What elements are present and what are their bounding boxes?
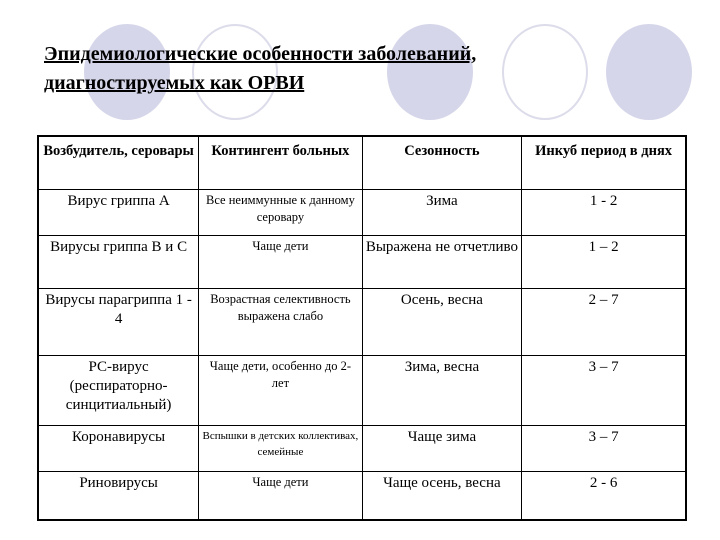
cell-incubation: 3 – 7 bbox=[522, 426, 686, 472]
cell-season: Чаще осень, весна bbox=[362, 472, 522, 520]
cell-season: Зима, весна bbox=[362, 356, 522, 426]
cell-pathogen: Риновирусы bbox=[38, 472, 199, 520]
cell-contingent: Чаще дети bbox=[199, 236, 362, 289]
cell-contingent: Чаще дети, особенно до 2- лет bbox=[199, 356, 362, 426]
table-row bbox=[38, 190, 686, 236]
header-cell: Контингент больных bbox=[199, 136, 362, 190]
cell-contingent: Чаще дети bbox=[199, 472, 362, 520]
title-line-2: диагностируемых как ОРВИ bbox=[44, 72, 305, 94]
cell-season: Осень, весна bbox=[362, 289, 522, 356]
decor-circle-outline bbox=[502, 24, 588, 120]
cell-incubation: 3 – 7 bbox=[522, 356, 686, 426]
cell-incubation: 1 – 2 bbox=[522, 236, 686, 289]
table-row bbox=[38, 426, 686, 472]
cell-contingent: Все неиммунные к данному серовару bbox=[199, 190, 362, 236]
cell-pathogen: Вирусы гриппа В и С bbox=[38, 236, 199, 289]
cell-season: Зима bbox=[362, 190, 522, 236]
header-row bbox=[38, 136, 686, 190]
cell-season: Чаще зима bbox=[362, 426, 522, 472]
table-row bbox=[38, 356, 686, 426]
cell-pathogen: РС-вирус (респираторно-синцитиальный) bbox=[38, 356, 199, 426]
cell-contingent: Вспышки в детских коллективах, семейные bbox=[199, 426, 362, 472]
cell-pathogen: Вирус гриппа А bbox=[38, 190, 199, 236]
slide-title bbox=[44, 40, 476, 98]
table-row bbox=[38, 289, 686, 356]
table-row bbox=[38, 472, 686, 520]
cell-contingent: Возрастная селективность выражена слабо bbox=[199, 289, 362, 356]
title-line-1: Эпидемиологические особенности заболеваний, bbox=[44, 43, 477, 65]
header-cell: Сезонность bbox=[362, 136, 522, 190]
cell-season: Выражена не отчетливо bbox=[362, 236, 522, 289]
cell-pathogen: Коронавирусы bbox=[38, 426, 199, 472]
cell-pathogen: Вирусы парагриппа 1 - 4 bbox=[38, 289, 199, 356]
cell-incubation: 2 - 6 bbox=[522, 472, 686, 520]
orvi-table bbox=[37, 135, 687, 521]
cell-incubation: 2 – 7 bbox=[522, 289, 686, 356]
decor-circle-filled bbox=[606, 24, 692, 120]
cell-incubation: 1 - 2 bbox=[522, 190, 686, 236]
header-cell: Возбудитель, серовары bbox=[38, 136, 199, 190]
table-row bbox=[38, 236, 686, 289]
header-cell: Инкуб период в днях bbox=[522, 136, 686, 190]
